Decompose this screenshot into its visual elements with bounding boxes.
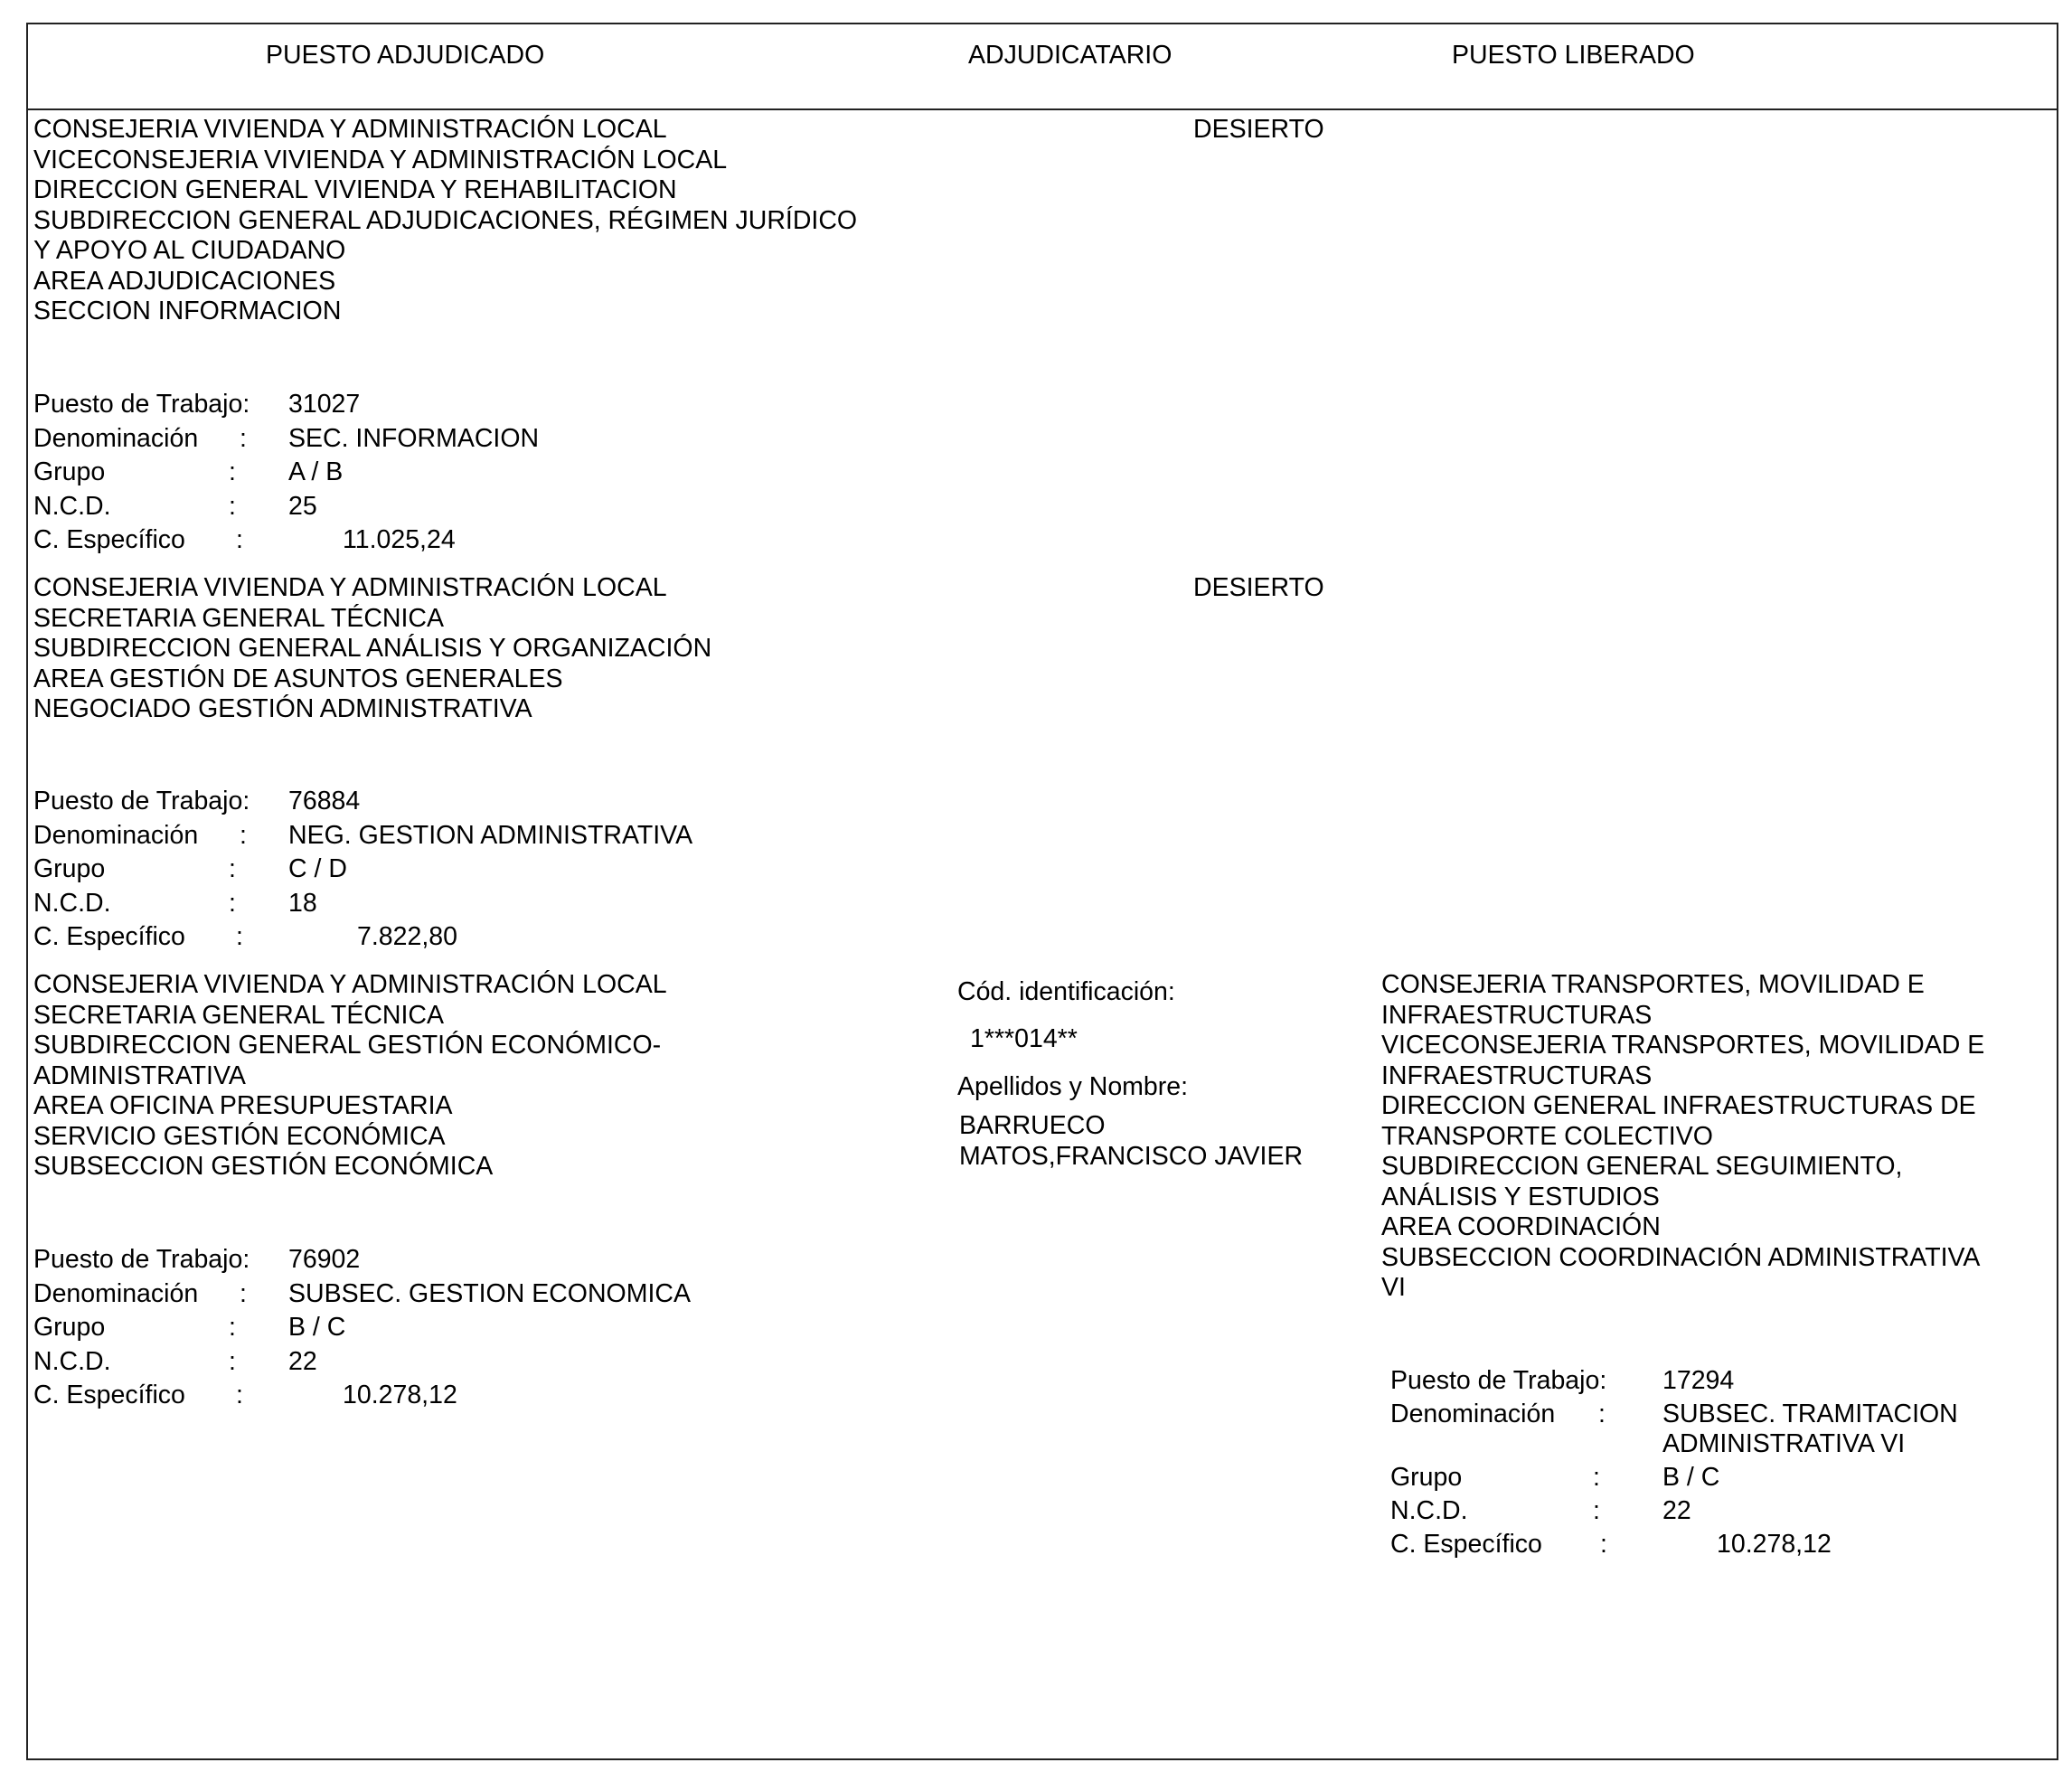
colon: : <box>236 525 243 554</box>
puesto-value: 17294 <box>1662 1366 1735 1395</box>
label-puesto-de-trabajo: Puesto de Trabajo: <box>1390 1366 1607 1395</box>
cod-identificacion-value: 1***014** <box>970 1024 1078 1053</box>
org-line: ANÁLISIS Y ESTUDIOS <box>1381 1182 1660 1211</box>
grupo-value: C / D <box>288 854 347 883</box>
entry-2-adjudicatario: DESIERTO <box>1193 573 1324 602</box>
label-apellidos-nombre: Apellidos y Nombre: <box>957 1072 1189 1101</box>
org-line: VI <box>1381 1273 1406 1302</box>
org-line: DIRECCION GENERAL INFRAESTRUCTURAS DE <box>1381 1091 1976 1120</box>
org-line: SUBDIRECCION GENERAL SEGUIMIENTO, <box>1381 1152 1903 1181</box>
org-line: INFRAESTRUCTURAS <box>1381 1000 1653 1030</box>
label-puesto-de-trabajo: Puesto de Trabajo: <box>33 787 250 815</box>
org-line: VICECONSEJERIA TRANSPORTES, MOVILIDAD E <box>1381 1031 1985 1060</box>
org-line: VICECONSEJERIA VIVIENDA Y ADMINISTRACIÓN LOCAL <box>33 145 728 174</box>
colon: : <box>229 491 236 521</box>
label-puesto-de-trabajo: Puesto de Trabajo: <box>33 1245 250 1274</box>
colon: : <box>1593 1496 1600 1525</box>
label-denominacion: Denominación <box>33 423 199 453</box>
ncd-value: 22 <box>1662 1496 1691 1525</box>
label-ncd: N.C.D. <box>33 491 111 521</box>
adjudicatario-name <box>959 1111 1303 1172</box>
label-puesto-de-trabajo: Puesto de Trabajo: <box>33 390 250 419</box>
c-especifico-value: 7.822,80 <box>357 922 457 951</box>
header-adjudicatario: ADJUDICATARIO <box>968 41 1173 70</box>
ncd-value: 25 <box>288 491 317 521</box>
colon: : <box>229 1313 236 1342</box>
label-cod-identificacion: Cód. identificación: <box>957 977 1175 1006</box>
colon: : <box>229 888 236 918</box>
colon: : <box>240 820 247 850</box>
org-line: ADMINISTRATIVA <box>33 1060 246 1090</box>
org-line: SERVICIO GESTIÓN ECONÓMICA <box>33 1121 446 1151</box>
org-line: Y APOYO AL CIUDADANO <box>33 236 346 265</box>
denominacion-value-line: SUBSEC. TRAMITACION <box>1662 1400 1958 1428</box>
colon: : <box>240 423 247 453</box>
org-line: SECRETARIA GENERAL TÉCNICA <box>33 1000 444 1030</box>
org-line: SUBSECCION COORDINACIÓN ADMINISTRATIVA <box>1381 1242 1981 1272</box>
label-ncd: N.C.D. <box>33 1346 111 1376</box>
org-line: TRANSPORTE COLECTIVO <box>1381 1121 1713 1151</box>
liberado-details <box>1390 1366 2023 1565</box>
c-especifico-value: 10.278,12 <box>343 1381 457 1409</box>
entry-3-org-lines <box>33 970 667 1183</box>
org-line: INFRAESTRUCTURAS <box>1381 1060 1653 1090</box>
label-c-especifico: C. Específico <box>33 525 185 554</box>
puesto-value: 76902 <box>288 1245 361 1274</box>
denominacion-value: NEG. GESTION ADMINISTRATIVA <box>288 820 693 850</box>
label-denominacion: Denominación <box>1390 1400 1556 1428</box>
org-line: AREA COORDINACIÓN <box>1381 1212 1661 1241</box>
puesto-value: 76884 <box>288 787 361 815</box>
org-line: AREA OFICINA PRESUPUESTARIA <box>33 1091 453 1120</box>
c-especifico-value: 10.278,12 <box>1717 1530 1832 1559</box>
colon: : <box>229 854 236 883</box>
grupo-value: A / B <box>288 457 344 486</box>
colon: : <box>236 922 243 951</box>
name-line: MATOS,FRANCISCO JAVIER <box>959 1141 1304 1171</box>
org-line: SUBDIRECCION GENERAL ANÁLISIS Y ORGANIZACIÓN <box>33 634 712 663</box>
label-c-especifico: C. Específico <box>33 1381 185 1409</box>
colon: : <box>240 1278 247 1308</box>
puesto-value: 31027 <box>288 390 361 419</box>
liberado-org-lines <box>1381 970 1984 1304</box>
header-puesto-adjudicado: PUESTO ADJUDICADO <box>266 41 545 70</box>
org-line: DIRECCION GENERAL VIVIENDA Y REHABILITACION <box>33 175 677 204</box>
label-grupo: Grupo <box>33 1313 106 1342</box>
colon: : <box>229 457 236 486</box>
grupo-value: B / C <box>1662 1463 1720 1492</box>
label-denominacion: Denominación <box>33 1278 199 1308</box>
label-denominacion: Denominación <box>33 820 199 850</box>
denominacion-value: SUBSEC. GESTION ECONOMICA <box>288 1278 691 1308</box>
org-line: SECRETARIA GENERAL TÉCNICA <box>33 603 444 633</box>
org-line: AREA ADJUDICACIONES <box>33 266 336 296</box>
org-line: SUBDIRECCION GENERAL ADJUDICACIONES, RÉGIMEN JURÍDICO <box>33 205 858 235</box>
colon: : <box>236 1381 243 1409</box>
denominacion-value: SEC. INFORMACION <box>288 423 540 453</box>
colon: : <box>1593 1463 1600 1492</box>
entry-1-adjudicatario: DESIERTO <box>1193 115 1324 144</box>
label-c-especifico: C. Específico <box>1390 1530 1542 1559</box>
label-grupo: Grupo <box>1390 1463 1463 1492</box>
denominacion-value-line: ADMINISTRATIVA VI <box>1662 1429 1906 1458</box>
entry-2-org-lines <box>33 573 711 725</box>
org-line: CONSEJERIA VIVIENDA Y ADMINISTRACIÓN LOCAL <box>33 573 667 602</box>
org-line: SUBSECCION GESTIÓN ECONÓMICA <box>33 1152 494 1181</box>
org-line: AREA GESTIÓN DE ASUNTOS GENERALES <box>33 664 563 693</box>
colon: : <box>1600 1530 1607 1559</box>
label-ncd: N.C.D. <box>1390 1496 1468 1525</box>
label-c-especifico: C. Específico <box>33 922 185 951</box>
entry-1-org-lines <box>33 115 857 327</box>
colon: : <box>229 1346 236 1376</box>
org-line: CONSEJERIA VIVIENDA Y ADMINISTRACIÓN LOCAL <box>33 970 667 999</box>
colon: : <box>1598 1400 1606 1428</box>
org-line: CONSEJERIA VIVIENDA Y ADMINISTRACIÓN LOCAL <box>33 115 667 144</box>
label-grupo: Grupo <box>33 457 106 486</box>
org-line: SECCION INFORMACION <box>33 297 342 325</box>
org-line: SUBDIRECCION GENERAL GESTIÓN ECONÓMICO- <box>33 1031 662 1060</box>
ncd-value: 18 <box>288 888 317 918</box>
c-especifico-value: 11.025,24 <box>343 525 456 554</box>
name-line: BARRUECO <box>959 1111 1106 1140</box>
header-puesto-liberado: PUESTO LIBERADO <box>1452 41 1695 70</box>
org-line: CONSEJERIA TRANSPORTES, MOVILIDAD E <box>1381 970 1925 999</box>
org-line: NEGOCIADO GESTIÓN ADMINISTRATIVA <box>33 694 532 723</box>
label-ncd: N.C.D. <box>33 888 111 918</box>
label-grupo: Grupo <box>33 854 106 883</box>
header-divider <box>26 108 2058 110</box>
grupo-value: B / C <box>288 1313 346 1342</box>
ncd-value: 22 <box>288 1346 317 1376</box>
